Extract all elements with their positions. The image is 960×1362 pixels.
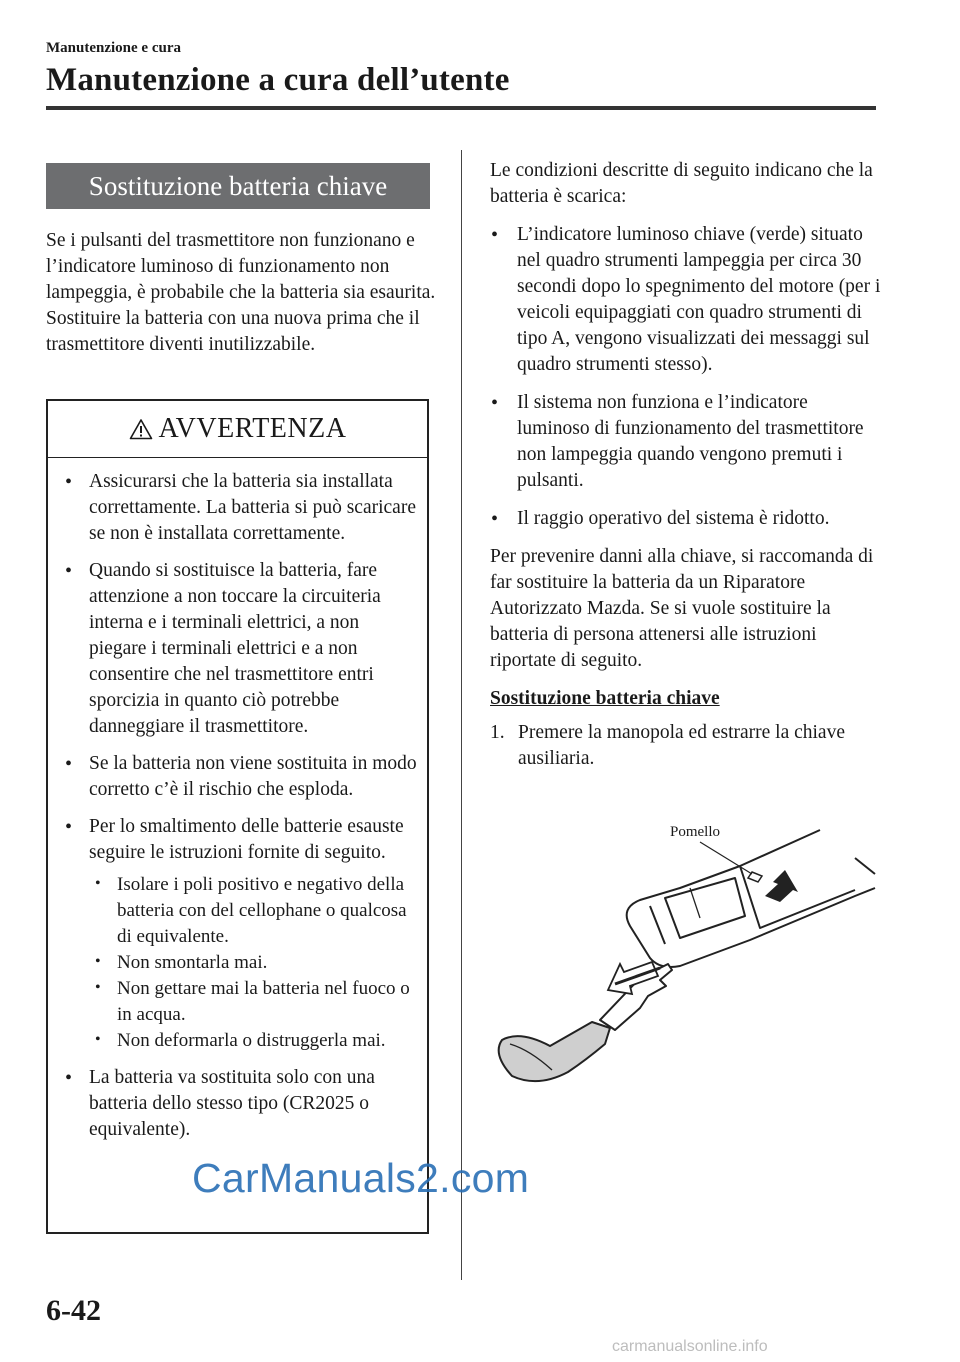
- warning-item-disposal: [60, 814, 420, 1054]
- aux-key-drawing: [499, 964, 672, 1081]
- warning-title-rule: [48, 457, 427, 458]
- right-column: [490, 158, 882, 772]
- warning-item-text: Per lo smaltimento delle batterie esauste seguire le istruzioni fornite di seguito.: [89, 816, 404, 863]
- key-illustration: [490, 818, 880, 1088]
- warning-item: • Assicurarsi che la batteria sia installata correttamente. La batteria si può scaricare se non è installata correttamente.: [60, 469, 420, 547]
- title-rule: [46, 106, 876, 110]
- step-1: [490, 720, 882, 772]
- watermark-footer: carmanualsonline.info: [612, 1338, 768, 1355]
- conditions-lead: Le condizioni descritte di seguito indicano che la batteria è scarica:: [490, 160, 873, 207]
- column-divider: [461, 150, 462, 1280]
- advice-paragraph: Per prevenire danni alla chiave, si raccomanda di far sostituire la batteria da un Riparatore Autorizzato Mazda. Se si vuole sostituire la batteria di persona attenersi alle istruzioni riportate di seguito.: [490, 546, 874, 671]
- warning-title-text: AVVERTENZA: [158, 413, 347, 444]
- page-number: 6-42: [46, 1294, 101, 1327]
- warning-box: [46, 399, 429, 1234]
- condition-item: • Il raggio operativo del sistema è ridotto.: [490, 506, 882, 532]
- disposal-subitem: • Non deformarla o distruggerla mai.: [89, 1028, 420, 1054]
- key-fob-drawing: [627, 830, 875, 967]
- step-text: Premere la manopola ed estrarre la chiave ausiliaria.: [518, 722, 845, 769]
- warning-item: • Quando si sostituisce la batteria, fare attenzione a non toccare la circuiteria interna e i terminali elettrici, a non piegare i terminali elettrici e a non consentire che nel trasmettitore entri sporcizia in quanto ciò potrebbe danneggiare il trasmettitore.: [60, 558, 420, 740]
- watermark-carmanuals: CarManuals2.com: [192, 1155, 530, 1201]
- section-banner-text: Sostituzione batteria chiave: [88, 170, 388, 201]
- warning-item: • La batteria va sostituita solo con una batteria dello stesso tipo (CR2025 o equivalente).: [60, 1065, 420, 1143]
- condition-item: • Il sistema non funziona e l’indicatore luminoso di funzionamento del trasmettitore non lampeggia quando vengono premuti i pulsanti.: [490, 390, 882, 494]
- condition-item: • L’indicatore luminoso chiave (verde) situato nel quadro strumenti lampeggia per circa 30 secondi dopo lo spegnimento del motore (per i veicoli equipaggiati con quadro strumenti di tipo A, vengono visualizzati dei messaggi sul quadro strumenti stesso).: [490, 222, 882, 378]
- intro-paragraph: Se i pulsanti del trasmettitore non funzionano e l’indicatore luminoso di funzionamento non lampeggia, è probabile che la batteria sia esaurita. Sostituire la batteria con una nuova prima che il trasmettitore diventi inutilizzabile.: [46, 230, 436, 355]
- warning-item: • Se la batteria non viene sostituita in modo corretto c’è il rischio che esploda.: [60, 751, 420, 803]
- knob-label: Pomello: [670, 824, 721, 840]
- disposal-sublist: [89, 872, 420, 1054]
- section-banner: [46, 163, 430, 209]
- procedure-heading: Sostituzione batteria chiave: [490, 688, 720, 709]
- disposal-subitem: • Non smontarla mai.: [89, 950, 420, 976]
- section-label: Manutenzione e cura: [46, 40, 181, 56]
- warning-title: [48, 413, 427, 445]
- warning-triangle-icon: [129, 418, 153, 440]
- disposal-subitem: • Non gettare mai la batteria nel fuoco o in acqua.: [89, 976, 420, 1028]
- page-title: Manutenzione a cura dell’utente: [46, 62, 510, 98]
- step-number: 1.: [490, 722, 505, 743]
- disposal-subitem: • Isolare i poli positivo e negativo della batteria con del cellophane o qualcosa di equivalente.: [89, 872, 420, 950]
- warning-list: [60, 469, 420, 1154]
- label-leader-line: [700, 842, 752, 874]
